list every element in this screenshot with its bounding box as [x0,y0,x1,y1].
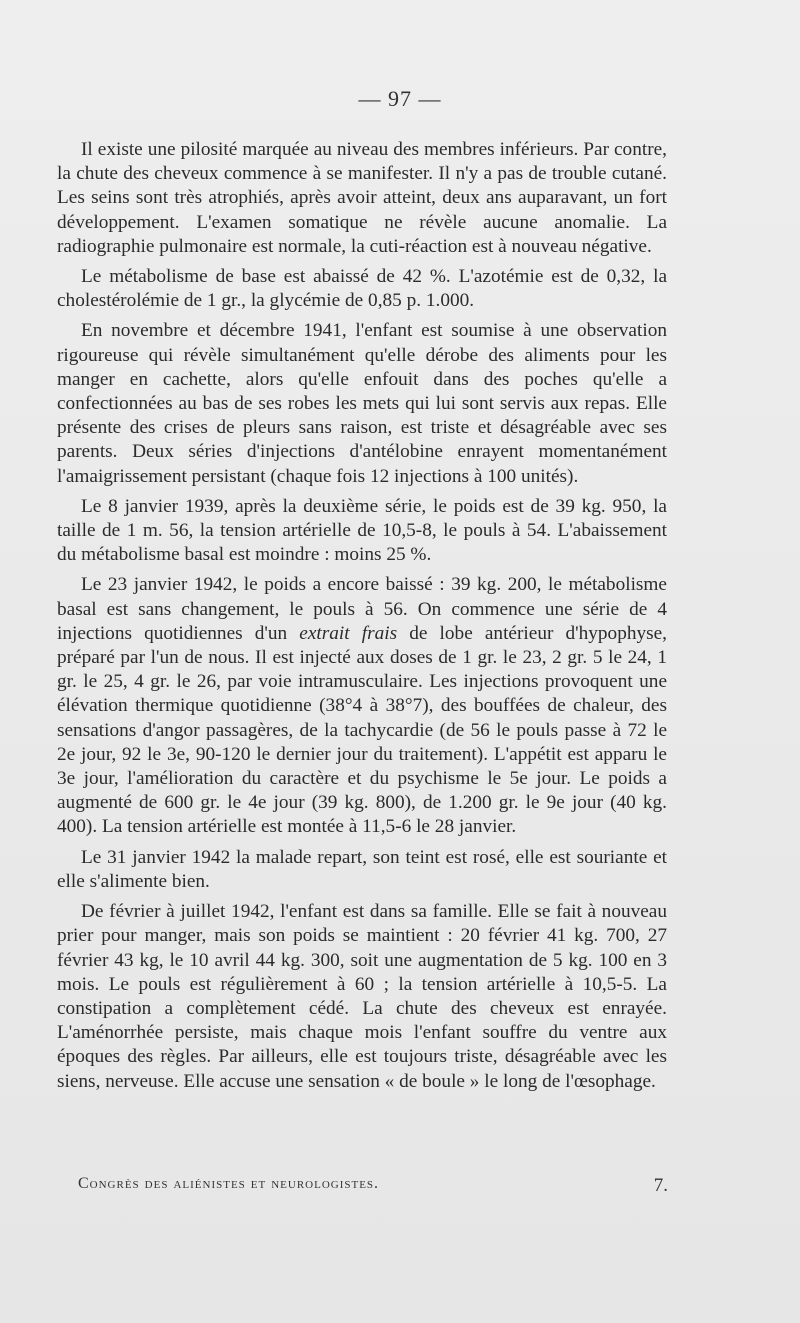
paragraph-5-emphasis: extrait frais [299,622,398,644]
paragraph-2: Le métabolisme de base est abaissé de 42 %. L'azotémie est de 0,32, la cholestérolémie de 1 gr., la glycémie de 0,85 p. 1.000. [57,266,667,312]
paragraph-6: Le 31 janvier 1942 la malade repart, son teint est rosé, elle est souriante et elle s'alimente bien. [57,846,667,892]
paragraph-5-after: de lobe antérieur d'hypophyse, préparé par l'un de nous. Il est injecté aux doses de 1 gr. le 23, 2 gr. 5 le 24, 1 gr. le 25, 4 gr. le 26, par voie intramusculaire. Les injections provoquent une élévation thermique quotidienne (38°4 à 38°7), des bouffées de chaleur, des sensations d'angor passagères, de la tachycardie (de 56 le pouls passe à 72 le 2e jour, 92 le 3e, 90-120 le dernier jour du traitement). L'appétit est apparu le 3e jour, l'amélioration du caractère et du psychisme le 5e jour. Le poids a augmenté de 600 gr. le 4e jour (39 kg. 800), de 1.200 gr. le 9e jour (40 kg. 400). La tension artérielle est montée à 11,5-6 le 28 janvier. [57,622,667,838]
paragraph-4: Le 8 janvier 1939, après la deuxième série, le poids est de 39 kg. 950, la taille de 1 m. 56, la tension artérielle de 10,5-8, le pouls à 54. L'abaissement du métabolisme basal est moindre : moins 25 %. [57,495,667,566]
paragraph-1: Il existe une pilosité marquée au niveau des membres inférieurs. Par contre, la chute des cheveux commence à se manifester. Il n'y a pas de trouble cutané. Les seins sont très atrophiés, après avoir atteint, deux ans auparavant, un fort développement. L'examen somatique ne révèle aucune anomalie. La radiographie pulmonaire est normale, la cuti-réaction est à nouveau négative. [57,139,667,257]
paragraph-7: De février à juillet 1942, l'enfant est dans sa famille. Elle se fait à nouveau prier pour manger, mais son poids se maintient : 20 février 41 kg. 700, 27 février 43 kg, le 10 avril 44 kg. 300, soit une augmentation de 5 kg. 100 en 3 mois. Le pouls est régulièrement à 60 ; la tension artérielle à 10,5-5. La constipation a complètement cédé. La chute des cheveux est enrayée. L'aménorrhée persiste, mais chaque mois l'enfant souffre du ventre aux époques des règles. Par ailleurs, elle est toujours triste, désagréable avec les siens, nerveuse. Elle accuse une sensation « de boule » le long de l'œsophage. [57,901,667,1092]
page-number: — 97 — [358,86,442,111]
footer-publication: Congrès des aliénistes et neurologistes. [78,1175,380,1192]
body-text [57,138,667,1094]
paragraph-3: En novembre et décembre 1941, l'enfant est soumise à une observation rigoureuse qui révèle simultanément qu'elle dérobe des aliments pour les manger en cachette, alors qu'elle enfouit dans des poches qu'elle a confectionnées au bas de ses robes les mets qui lui sont servis aux repas. Elle présente des crises de pleurs sans raison, est triste et désagréable avec ses parents. Deux séries d'injections d'antélobine enrayent momentanément l'amaigrissement persistant (chaque fois 12 injections à 100 unités). [57,320,667,487]
page-footer [78,1175,668,1196]
paragraph-5-before: Le 23 janvier 1942, le poids a encore baissé : 39 kg. 200, le métabolisme basal est sans changement, le pouls à 56. On commence une série de 4 injections quotidiennes d'un [57,574,667,644]
footer-signature-mark: 7. [653,1175,668,1196]
paragraph-5 [57,573,667,839]
